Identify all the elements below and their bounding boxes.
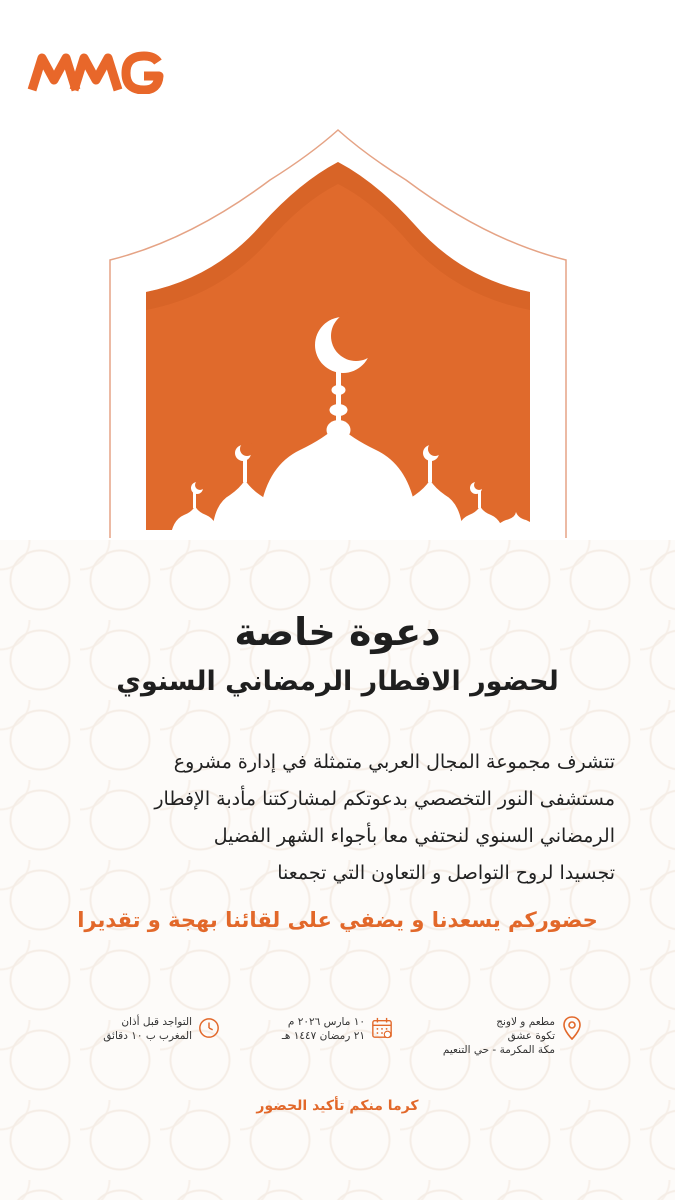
date-line: ٢١ رمضان ١٤٤٧ هـ — [281, 1030, 365, 1042]
mag-logo — [26, 50, 166, 94]
body-line: الرمضاني السنوي لنحتفي معا بأجواء الشهر الفضيل — [213, 825, 615, 847]
body-line: تجسيدا لروح التواصل و التعاون التي تجمعنا — [277, 862, 615, 884]
highlight-message: حضوركم يسعدنا و يضفي على لقائنا بهجة و تقديرا — [77, 908, 598, 932]
invitation-subtitle: لحضور الافطار الرمضاني السنوي — [116, 666, 559, 697]
location-line: تكوة عشق — [507, 1030, 555, 1042]
body-line: تتشرف مجموعة المجال العربي متمثلة في إدارة مشروع — [173, 751, 615, 773]
location-line: مطعم و لاونج — [496, 1016, 555, 1028]
invitation-title: دعوة خاصة — [234, 610, 441, 654]
date-line: ١٠ مارس ٢٠٢٦ م — [287, 1016, 365, 1028]
clock-icon — [198, 1015, 220, 1041]
location-line: مكة المكرمة - حي التنعيم — [442, 1044, 555, 1056]
date-info — [282, 1015, 393, 1043]
time-line: المغرب ب ١٠ دقائق — [103, 1030, 192, 1042]
mosque-arch-illustration — [0, 120, 675, 540]
body-line: مستشفى النور التخصصي بدعوتكم لمشاركتنا مأدبة الإفطار — [154, 788, 615, 810]
invitation-body — [70, 744, 615, 892]
location-pin-icon — [561, 1015, 583, 1041]
calendar-icon — [371, 1015, 393, 1041]
rsvp-text: كرما منكم تأكيد الحضور — [256, 1098, 419, 1114]
time-line: التواجد قبل أذان — [121, 1016, 192, 1028]
time-info — [103, 1015, 220, 1043]
location-info — [443, 1015, 583, 1057]
